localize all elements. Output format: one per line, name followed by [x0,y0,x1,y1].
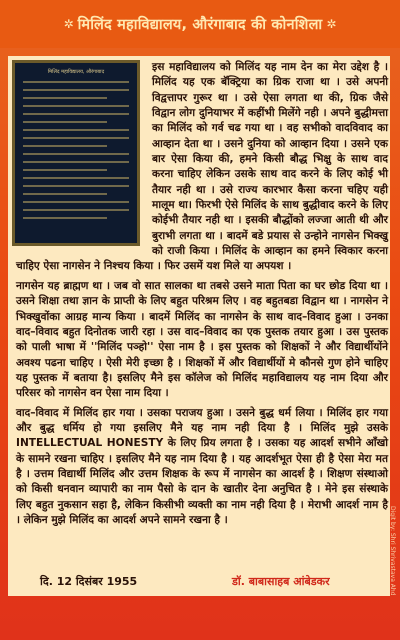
plaque-heading: मिलिंद महाविद्यालय, औरंगाबाद [47,69,105,75]
date-text: दि. 12 दिसंबर 1955 [40,575,138,588]
paragraph-1: इस महाविद्यालय को मिलिंद यह नाम देन का मेरा उद्देश है । मिलिंद यह एक बॅक्ट्रिया का ग्रिक राजा था । उसे अपनी विद्वत्तापर गुरूर था । उसे ऐसा लगता था की, ग्रिक जैसे विद्वान लोग दुनियाभर में कहींभी मिलेंगे नही । अपने बुद्धीमत्ता का मिलिंद को गर्व चढ गया था । वह सभीको वादविवाद का आव्हान देता था । उसने दुनिया को आव्हान दिया । उसने एक बार ऐसा किया की, हमने किसी बौद्ध भिक्षु के साथ वाद करना चाहिए लेकिन उसके साथ वाद करने के लिए कोई भी तैयार नही था । उसे राज्य कारभार कैसा करना चहिए यही मालूम था। फिरभी ऐसे मिलिंद के साथ बुद्धीवाद करने के लिए कोईभी तैयार नही था । इसकी बौद्धोंको लज्जा आती थी और बुराभी लगता था । बादमें बडे प्रयास से उन्होने नागसेन भिक्खु को राजी किया । मिलिंद के आव्हान का हमने स्विकार करना चाहिए ऐसा नागसेन ने निश्चय किया । फिर उसमें यश मिले या अपयश । [16,61,388,273]
footer [0,574,400,594]
credit-text: Digit by: Shri Shrivastava Ahd [389,506,396,596]
plaque-spacer [16,60,148,246]
paragraph-2: नागसेन यह ब्राह्मण था । जब वो सात सालका था तबसे उसने माता पिता का घर छोड दिया था । उसने शिक्षा तथा ज्ञान के प्राप्ती के लिए बहुत परिश्रम लिए । वह बहुतबडा विद्वान था । नागसेन ने भिक्खुवोंका आग्रह मान्य किया । बादमें मिलिंद का नागसेन के साथ वाद–विवाद हुआ । उनका वाद–विवाद बहुत दिनोतक जारी रहा । उस वाद–विवाद का एक पुस्तक तयार हुआ । उस पुस्तक को पाली भाषा में ''मिलिंद पञ्हो'' ऐसा नाम है । इस पुस्तक को शिक्षकों ने और विद्यार्थीयोंने अवश्य पढना चाहिए । ऐसी मेरी इच्छा है । शिक्षकों में और विद्यार्थीयों मे कौनसे गुण होने चाहिए यह पुस्तक में बताया है। इसलिए मैने इस कॉलेज को मिलिंद महाविद्यालय यह नाम दिया और परिसर को नागसेन वन ऐसा नाम दिया । [16,279,388,400]
page-title: मिलिंद महाविद्यालय, औरंगाबाद की कोनशिला [77,17,323,33]
star-icon: ✲ [63,17,74,31]
signature-text: डॉ. बाबासाहब आंबेडकर [232,575,330,588]
body-text [16,60,388,528]
paragraph-3: वाद–विवाद में मिलिंद हार गया । उसका पराजय हुआ । उसने बुद्ध धर्म लिया । मिलिंद हार गया और बुद्ध धर्मिय हो गया इसलिए मैने यह नाम नही दिया है । मिलिंद मुझे उसके INTELLECTUAL HONESTY के लिए प्रिय लगता है । उसका यह आदर्श सभीने आँखो के सामने रखना चाहिए । इसलिए मैने यह नाम दिया है । यह आदर्शभूत ऐसा ही है ऐसा मेरा मत है । उत्तम विद्यार्थी मिलिंद और उत्तम शिक्षक के रूप में नागसेन का आदर्श है । शिक्षण संस्थाओ को किसी धनवान व्यापारी का नाम पैसो के दान के खातीर देना अनुचित है । मेने इस संस्थाके लिए बहुत नुकसान सहा है, लेकिन किसीभी व्यक्ती का नाम नही दिया है । मेराभी आदर्श नाम है । लेकिन मुझे मिलिंद का आदर्श अपने सामने रखना है । [16,406,388,526]
star-icon: ✲ [326,17,337,31]
title-bar [0,0,400,48]
